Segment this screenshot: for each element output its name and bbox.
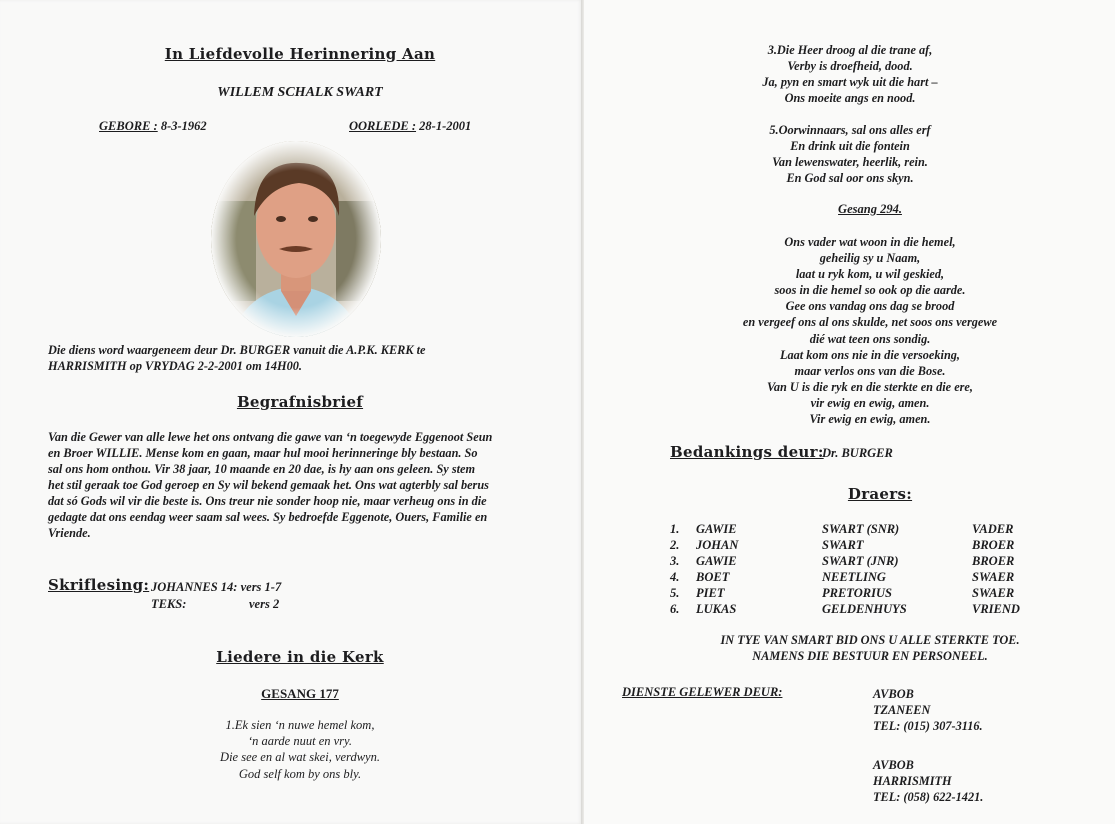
funeral-letter-text (48, 429, 568, 541)
funeral-line: en Broer WILLIE. Mense kom en gaan, maar hul mooi herinneringe bly bestaan. So (48, 446, 478, 460)
died-line (349, 119, 471, 134)
scripture-reading-label: Skriflesing: (48, 576, 150, 594)
provider-phone: TEL: (058) 622-1421. (873, 790, 984, 805)
provider-name: AVBOB (873, 758, 914, 772)
bearer-first-name: GAWIE (696, 553, 737, 568)
provider-town: TZANEEN (873, 703, 931, 718)
provider-phone: TEL: (015) 307-3116. (873, 719, 983, 734)
scripture-reading-value: JOHANNES 14: vers 1-7 (151, 580, 282, 594)
bearers-table (670, 521, 1020, 617)
hymn-line: geheilig sy u Naam, (819, 251, 921, 266)
hymn-line: 3.Die Heer droog al die trane af, (767, 43, 933, 57)
bearer-last-name: NEETLING (822, 569, 886, 584)
hymn-line: dié wat teen ons sondig. (809, 331, 931, 346)
funeral-line: het stil geraak toe God geroep en Sy wil bekend gemaak het. Ons wat agterbly sal berus (48, 478, 489, 492)
condolence-line: NAMENS DIE BESTUUR EN PERSONEEL. (752, 649, 988, 664)
funeral-letter-heading: Begrafnisbrief (236, 393, 364, 411)
born-label: GEBORE : (99, 119, 158, 133)
died-label: OORLEDE : (349, 119, 417, 133)
deceased-name: WILLEM SCHALK SWART (217, 85, 383, 100)
table-row (670, 537, 1020, 553)
bearer-relation: VRIEND (972, 601, 1020, 616)
hymn-line: Ons vader wat woon in die hemel, (784, 235, 956, 249)
bearer-last-name: SWART (SNR) (822, 521, 900, 536)
table-row (670, 553, 1020, 569)
hymn-line: 1.Ek sien ‘n nuwe hemel kom, (225, 718, 375, 732)
provider-harrismith (873, 757, 983, 805)
bearer-relation: SWAER (972, 569, 1015, 584)
portrait-image (211, 141, 381, 337)
hymn-line: Ja, pyn en smart wyk uit die hart – (762, 75, 938, 90)
bearers-heading: Draers: (847, 485, 913, 503)
hymn-177-title: GESANG 177 (261, 686, 339, 701)
bearer-relation: BROER (972, 537, 1015, 552)
bearer-first-name: GAWIE (696, 521, 737, 536)
born-line (99, 119, 207, 134)
funeral-line: Van die Gewer van alle lewe het ons ontvang die gawe van ‘n toegewyde Eggenoot Seun (48, 430, 493, 444)
memorial-heading: In Liefdevolle Herinnering Aan (164, 45, 436, 63)
bearer-relation: BROER (972, 553, 1015, 568)
hymn-line: 5.Oorwinnaars, sal ons alles erf (769, 123, 931, 137)
bearer-number: 3. (670, 553, 680, 568)
hymn-line: En drink uit die fontein (790, 139, 910, 154)
church-songs-heading: Liedere in die Kerk (216, 648, 384, 666)
bearer-first-name: JOHAN (696, 537, 739, 552)
bearer-number: 6. (670, 601, 680, 616)
provider-tzaneen (873, 686, 983, 734)
provider-town: HARRISMITH (873, 774, 952, 789)
thanks-value: Dr. BURGER (822, 446, 893, 460)
service-line-1: Die diens word waargeneem deur Dr. BURGER vanuit die A.P.K. KERK te (48, 343, 426, 357)
hymn-line: Die see en al wat skei, verdwyn. (220, 750, 380, 765)
bearer-last-name: GELDENHUYS (822, 601, 907, 616)
hymn-line: God self kom by ons bly. (238, 766, 362, 781)
funeral-line: Vriende. (48, 526, 91, 540)
hymn-177-stanza-5 (700, 122, 1000, 186)
hymn-line: maar verlos ons van die Bose. (794, 363, 946, 378)
hymn-line: soos in die hemel so ook op die aarde. (774, 283, 966, 298)
bearer-last-name: SWART (822, 537, 864, 552)
text-value: vers 2 (249, 597, 280, 611)
text-label: TEKS: (151, 597, 187, 611)
hymn-line: En God sal oor ons skyn. (786, 171, 914, 186)
table-row (670, 569, 1020, 585)
bearer-number: 2. (670, 537, 680, 552)
hymn-line: Gee ons vandag ons dag se brood (785, 299, 955, 314)
hymn-177-stanza-1 (150, 717, 450, 782)
provider-name: AVBOB (873, 687, 914, 701)
service-info (48, 342, 426, 374)
hymn-line: Vir ewig en ewig, amen. (809, 412, 931, 427)
bearer-number: 1. (670, 521, 680, 536)
funeral-line: gedagte dat ons eendag weer saam sal wees. Sy bedroefde Eggenote, Ouers, Familie en (48, 510, 488, 524)
hymn-line: Van U is die ryk en die sterkte en die ere, (767, 379, 973, 394)
hymn-line: vir ewig en ewig, amen. (810, 395, 930, 410)
bearer-first-name: BOET (696, 569, 730, 584)
portrait-photo (211, 141, 381, 337)
table-row (670, 601, 1020, 617)
bearer-last-name: PRETORIUS (822, 585, 892, 600)
funeral-line: dat só Gods wil vir die beste is. Ons treur nie sonder hoop nie, maar verheug ons in die (48, 494, 487, 508)
hymn-line: Laat kom ons nie in die versoeking, (779, 347, 961, 362)
bearer-relation: SWAER (972, 585, 1015, 600)
bearer-first-name: LUKAS (696, 601, 737, 616)
bearer-relation: VADER (972, 521, 1014, 536)
hymn-294-title: Gesang 294. (838, 202, 902, 216)
bearer-first-name: PIET (696, 585, 725, 600)
hymn-line: Ons moeite angs en nood. (784, 91, 916, 106)
hymn-line: en vergeef ons al ons skulde, net soos ons vergewe (742, 315, 998, 330)
hymn-line: laat u ryk kom, u wil geskied, (795, 267, 945, 282)
bearer-last-name: SWART (JNR) (822, 553, 899, 568)
page-fold (581, 0, 584, 824)
hymn-line: ‘n aarde nuut en vry. (247, 734, 353, 749)
condolence-line: IN TYE VAN SMART BID ONS U ALLE STERKTE TOE. (720, 633, 1020, 647)
thanks-label: Bedankings deur: (670, 443, 824, 461)
funeral-line: sal ons hom onthou. Vir 38 jaar, 10 maande en 20 dae, is hy aan ons geleen. Sy stem (48, 462, 476, 476)
died-date: 28-1-2001 (419, 119, 472, 133)
hymn-line: Verby is droefheid, dood. (787, 59, 913, 74)
services-label: DIENSTE GELEWER DEUR: (622, 685, 783, 699)
table-row (670, 521, 1020, 537)
born-date: 8-3-1962 (160, 119, 207, 133)
hymn-294-text (700, 234, 1040, 427)
service-line-2: HARRISMITH op VRYDAG 2-2-2001 om 14H00. (48, 359, 302, 373)
hymn-line: Van lewenswater, heerlik, rein. (772, 155, 928, 170)
condolence-message (690, 632, 1050, 664)
bearer-number: 4. (670, 569, 680, 584)
hymn-177-stanza-3 (700, 42, 1000, 106)
table-row (670, 585, 1020, 601)
bearer-number: 5. (670, 585, 680, 600)
